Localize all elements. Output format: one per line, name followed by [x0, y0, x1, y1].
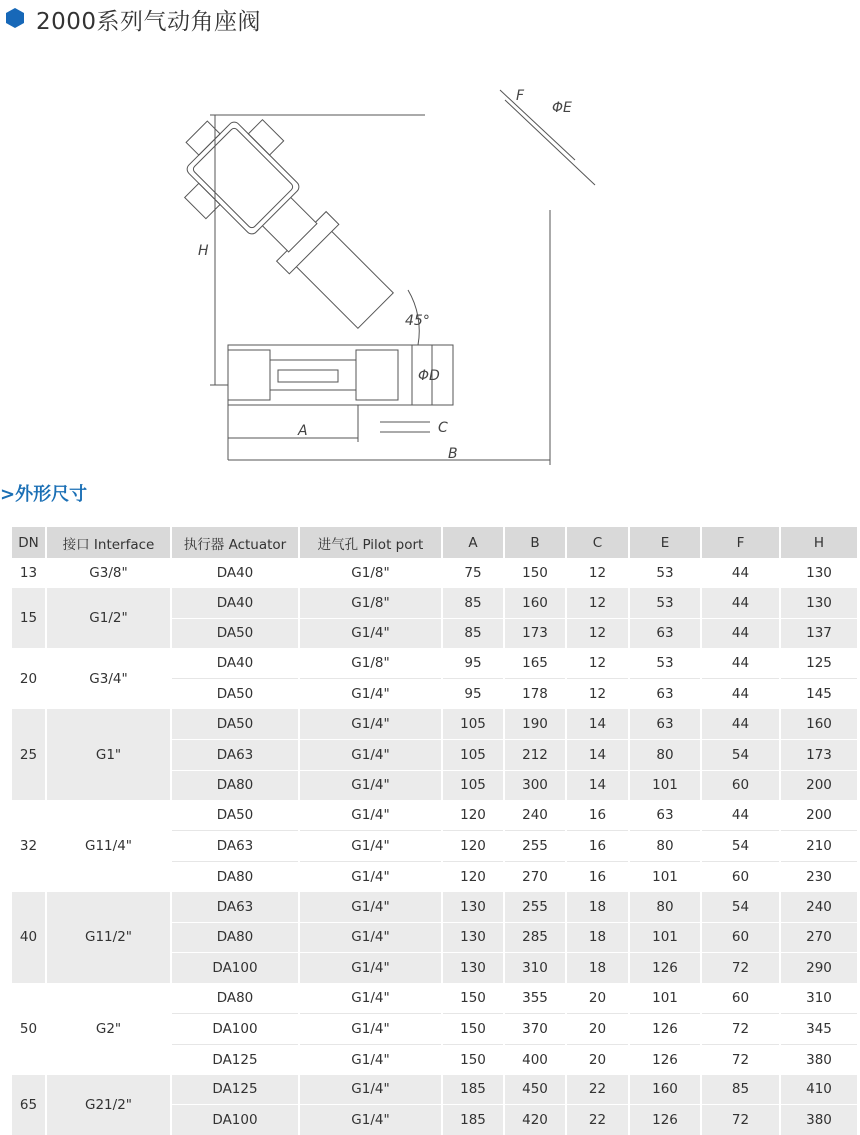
- table-row: [12, 983, 858, 1013]
- cell-f: 44: [701, 800, 780, 830]
- column-header: E: [629, 527, 701, 558]
- cell-c: 12: [566, 648, 629, 678]
- cell-e: 126: [629, 1013, 701, 1044]
- cell-c: 14: [566, 739, 629, 770]
- cell-b: 400: [504, 1044, 566, 1074]
- column-header: C: [566, 527, 629, 558]
- cell-actuator: DA80: [171, 922, 299, 953]
- cell-a: 95: [442, 648, 504, 678]
- page-title: 2000系列气动角座阀: [36, 9, 262, 35]
- column-header: 进气孔 Pilot port: [299, 527, 442, 558]
- table-row: [12, 800, 858, 830]
- cell-c: 20: [566, 1013, 629, 1044]
- cell-b: 370: [504, 1013, 566, 1044]
- cell-h: 290: [780, 953, 858, 983]
- cell-pilot: G1/4": [299, 739, 442, 770]
- cell-actuator: DA100: [171, 1105, 299, 1135]
- cell-h: 130: [780, 558, 858, 588]
- column-header: 接口 Interface: [46, 527, 171, 558]
- cell-c: 18: [566, 892, 629, 922]
- cell-actuator: DA50: [171, 618, 299, 648]
- cell-b: 165: [504, 648, 566, 678]
- cell-a: 150: [442, 1044, 504, 1074]
- cell-h: 130: [780, 588, 858, 618]
- cell-a: 85: [442, 588, 504, 618]
- cell-h: 210: [780, 831, 858, 862]
- cell-e: 53: [629, 558, 701, 588]
- cell-f: 54: [701, 831, 780, 862]
- cell-h: 160: [780, 709, 858, 739]
- cell-c: 14: [566, 770, 629, 800]
- cell-b: 255: [504, 892, 566, 922]
- cell-a: 120: [442, 800, 504, 830]
- label-angle: 45°: [405, 313, 430, 329]
- cell-dn: 20: [12, 648, 46, 709]
- cell-dn: 15: [12, 588, 46, 649]
- cell-a: 150: [442, 1013, 504, 1044]
- cell-a: 120: [442, 831, 504, 862]
- cell-h: 380: [780, 1044, 858, 1074]
- cell-pilot: G1/8": [299, 588, 442, 618]
- cell-f: 44: [701, 648, 780, 678]
- cell-a: 130: [442, 922, 504, 953]
- cell-e: 80: [629, 739, 701, 770]
- column-header: A: [442, 527, 504, 558]
- cell-pilot: G1/4": [299, 1075, 442, 1105]
- cell-f: 44: [701, 618, 780, 648]
- cell-pilot: G1/4": [299, 892, 442, 922]
- cell-actuator: DA63: [171, 739, 299, 770]
- cell-pilot: G1/4": [299, 861, 442, 891]
- page-header: [0, 0, 860, 36]
- cell-interface: G11/4": [46, 800, 171, 891]
- cell-b: 300: [504, 770, 566, 800]
- valve-dimension-drawing: [180, 60, 620, 470]
- cell-actuator: DA40: [171, 648, 299, 678]
- cell-h: 200: [780, 800, 858, 830]
- cell-actuator: DA63: [171, 831, 299, 862]
- cell-interface: G2": [46, 983, 171, 1074]
- cell-f: 72: [701, 953, 780, 983]
- cell-c: 12: [566, 588, 629, 618]
- table-row: [12, 558, 858, 588]
- cell-h: 125: [780, 648, 858, 678]
- cell-b: 420: [504, 1105, 566, 1135]
- dimension-table: [12, 527, 859, 1135]
- cell-f: 72: [701, 1105, 780, 1135]
- cell-a: 75: [442, 558, 504, 588]
- cell-a: 130: [442, 892, 504, 922]
- cell-a: 185: [442, 1075, 504, 1105]
- cell-f: 44: [701, 558, 780, 588]
- cell-b: 173: [504, 618, 566, 648]
- cell-dn: 13: [12, 558, 46, 588]
- cell-actuator: DA80: [171, 861, 299, 891]
- cell-h: 410: [780, 1075, 858, 1105]
- cell-c: 22: [566, 1075, 629, 1105]
- cell-h: 200: [780, 770, 858, 800]
- cell-c: 16: [566, 861, 629, 891]
- column-header: H: [780, 527, 858, 558]
- cell-h: 270: [780, 922, 858, 953]
- cell-e: 126: [629, 1044, 701, 1074]
- cell-e: 63: [629, 618, 701, 648]
- cell-e: 101: [629, 922, 701, 953]
- cell-b: 255: [504, 831, 566, 862]
- cell-e: 101: [629, 983, 701, 1013]
- cell-interface: G1": [46, 709, 171, 800]
- column-header: F: [701, 527, 780, 558]
- cell-e: 63: [629, 800, 701, 830]
- table-row: [12, 709, 858, 739]
- cell-f: 60: [701, 770, 780, 800]
- cell-b: 240: [504, 800, 566, 830]
- cell-a: 105: [442, 709, 504, 739]
- cell-e: 53: [629, 588, 701, 618]
- cell-dn: 32: [12, 800, 46, 891]
- cell-c: 20: [566, 983, 629, 1013]
- cell-f: 60: [701, 922, 780, 953]
- cell-f: 44: [701, 679, 780, 709]
- table-row: [12, 588, 858, 618]
- cell-dn: 65: [12, 1075, 46, 1135]
- cell-e: 80: [629, 892, 701, 922]
- cell-c: 18: [566, 953, 629, 983]
- cell-b: 270: [504, 861, 566, 891]
- cell-pilot: G1/4": [299, 922, 442, 953]
- cell-f: 60: [701, 983, 780, 1013]
- cell-pilot: G1/4": [299, 831, 442, 862]
- cell-a: 105: [442, 770, 504, 800]
- cell-a: 95: [442, 679, 504, 709]
- cell-c: 16: [566, 831, 629, 862]
- cell-pilot: G1/4": [299, 618, 442, 648]
- cell-b: 178: [504, 679, 566, 709]
- cell-e: 126: [629, 1105, 701, 1135]
- cell-pilot: G1/4": [299, 709, 442, 739]
- section-title: >外形尺寸: [0, 484, 88, 505]
- cell-h: 230: [780, 861, 858, 891]
- cell-c: 12: [566, 558, 629, 588]
- cell-pilot: G1/4": [299, 953, 442, 983]
- cell-a: 105: [442, 739, 504, 770]
- cell-dn: 40: [12, 892, 46, 983]
- label-h: H: [198, 243, 209, 259]
- cell-pilot: G1/4": [299, 679, 442, 709]
- cell-f: 44: [701, 709, 780, 739]
- cell-h: 380: [780, 1105, 858, 1135]
- cell-interface: G21/2": [46, 1075, 171, 1135]
- cell-b: 212: [504, 739, 566, 770]
- cell-e: 63: [629, 679, 701, 709]
- cell-e: 160: [629, 1075, 701, 1105]
- table-header-row: [12, 527, 858, 558]
- label-c: C: [438, 420, 448, 436]
- cell-f: 85: [701, 1075, 780, 1105]
- cell-actuator: DA40: [171, 558, 299, 588]
- cell-actuator: DA80: [171, 770, 299, 800]
- cell-c: 20: [566, 1044, 629, 1074]
- cell-b: 160: [504, 588, 566, 618]
- cell-f: 60: [701, 861, 780, 891]
- cell-pilot: G1/4": [299, 1044, 442, 1074]
- cell-interface: G1/2": [46, 588, 171, 649]
- cell-h: 137: [780, 618, 858, 648]
- cell-e: 126: [629, 953, 701, 983]
- table-row: [12, 892, 858, 922]
- label-f: F: [516, 88, 525, 104]
- cell-b: 450: [504, 1075, 566, 1105]
- cell-e: 63: [629, 709, 701, 739]
- cell-pilot: G1/4": [299, 1013, 442, 1044]
- cell-actuator: DA40: [171, 588, 299, 618]
- cell-b: 310: [504, 953, 566, 983]
- cell-b: 150: [504, 558, 566, 588]
- cell-pilot: G1/4": [299, 983, 442, 1013]
- column-header: B: [504, 527, 566, 558]
- cell-b: 285: [504, 922, 566, 953]
- cell-actuator: DA125: [171, 1075, 299, 1105]
- cell-pilot: G1/4": [299, 770, 442, 800]
- cell-dn: 50: [12, 983, 46, 1074]
- cell-actuator: DA100: [171, 1013, 299, 1044]
- cell-h: 240: [780, 892, 858, 922]
- cell-pilot: G1/4": [299, 800, 442, 830]
- cell-pilot: G1/8": [299, 558, 442, 588]
- cell-h: 345: [780, 1013, 858, 1044]
- column-header: DN: [12, 527, 46, 558]
- cell-c: 18: [566, 922, 629, 953]
- cell-interface: G3/8": [46, 558, 171, 588]
- cell-e: 80: [629, 831, 701, 862]
- cell-f: 72: [701, 1044, 780, 1074]
- cell-c: 12: [566, 679, 629, 709]
- cell-a: 85: [442, 618, 504, 648]
- cell-actuator: DA100: [171, 953, 299, 983]
- cell-a: 185: [442, 1105, 504, 1135]
- cell-e: 101: [629, 770, 701, 800]
- table-row: [12, 1075, 858, 1105]
- cell-a: 150: [442, 983, 504, 1013]
- label-a: A: [298, 423, 308, 439]
- cell-c: 14: [566, 709, 629, 739]
- label-b: B: [448, 446, 458, 462]
- table-row: [12, 648, 858, 678]
- label-e: ΦE: [552, 100, 572, 116]
- cell-c: 16: [566, 800, 629, 830]
- cell-interface: G3/4": [46, 648, 171, 709]
- cell-actuator: DA80: [171, 983, 299, 1013]
- column-header: 执行器 Actuator: [171, 527, 299, 558]
- cell-interface: G11/2": [46, 892, 171, 983]
- cell-actuator: DA50: [171, 679, 299, 709]
- cell-e: 101: [629, 861, 701, 891]
- cell-h: 310: [780, 983, 858, 1013]
- cell-b: 190: [504, 709, 566, 739]
- cell-b: 355: [504, 983, 566, 1013]
- cell-f: 54: [701, 892, 780, 922]
- hexagon-icon: [4, 7, 26, 29]
- cell-a: 130: [442, 953, 504, 983]
- cell-h: 173: [780, 739, 858, 770]
- cell-actuator: DA125: [171, 1044, 299, 1074]
- cell-pilot: G1/8": [299, 648, 442, 678]
- cell-a: 120: [442, 861, 504, 891]
- cell-f: 72: [701, 1013, 780, 1044]
- cell-f: 54: [701, 739, 780, 770]
- cell-c: 12: [566, 618, 629, 648]
- cell-c: 22: [566, 1105, 629, 1135]
- cell-actuator: DA50: [171, 709, 299, 739]
- cell-dn: 25: [12, 709, 46, 800]
- cell-h: 145: [780, 679, 858, 709]
- cell-f: 44: [701, 588, 780, 618]
- cell-actuator: DA63: [171, 892, 299, 922]
- cell-e: 53: [629, 648, 701, 678]
- cell-pilot: G1/4": [299, 1105, 442, 1135]
- label-d: ΦD: [418, 368, 440, 384]
- cell-actuator: DA50: [171, 800, 299, 830]
